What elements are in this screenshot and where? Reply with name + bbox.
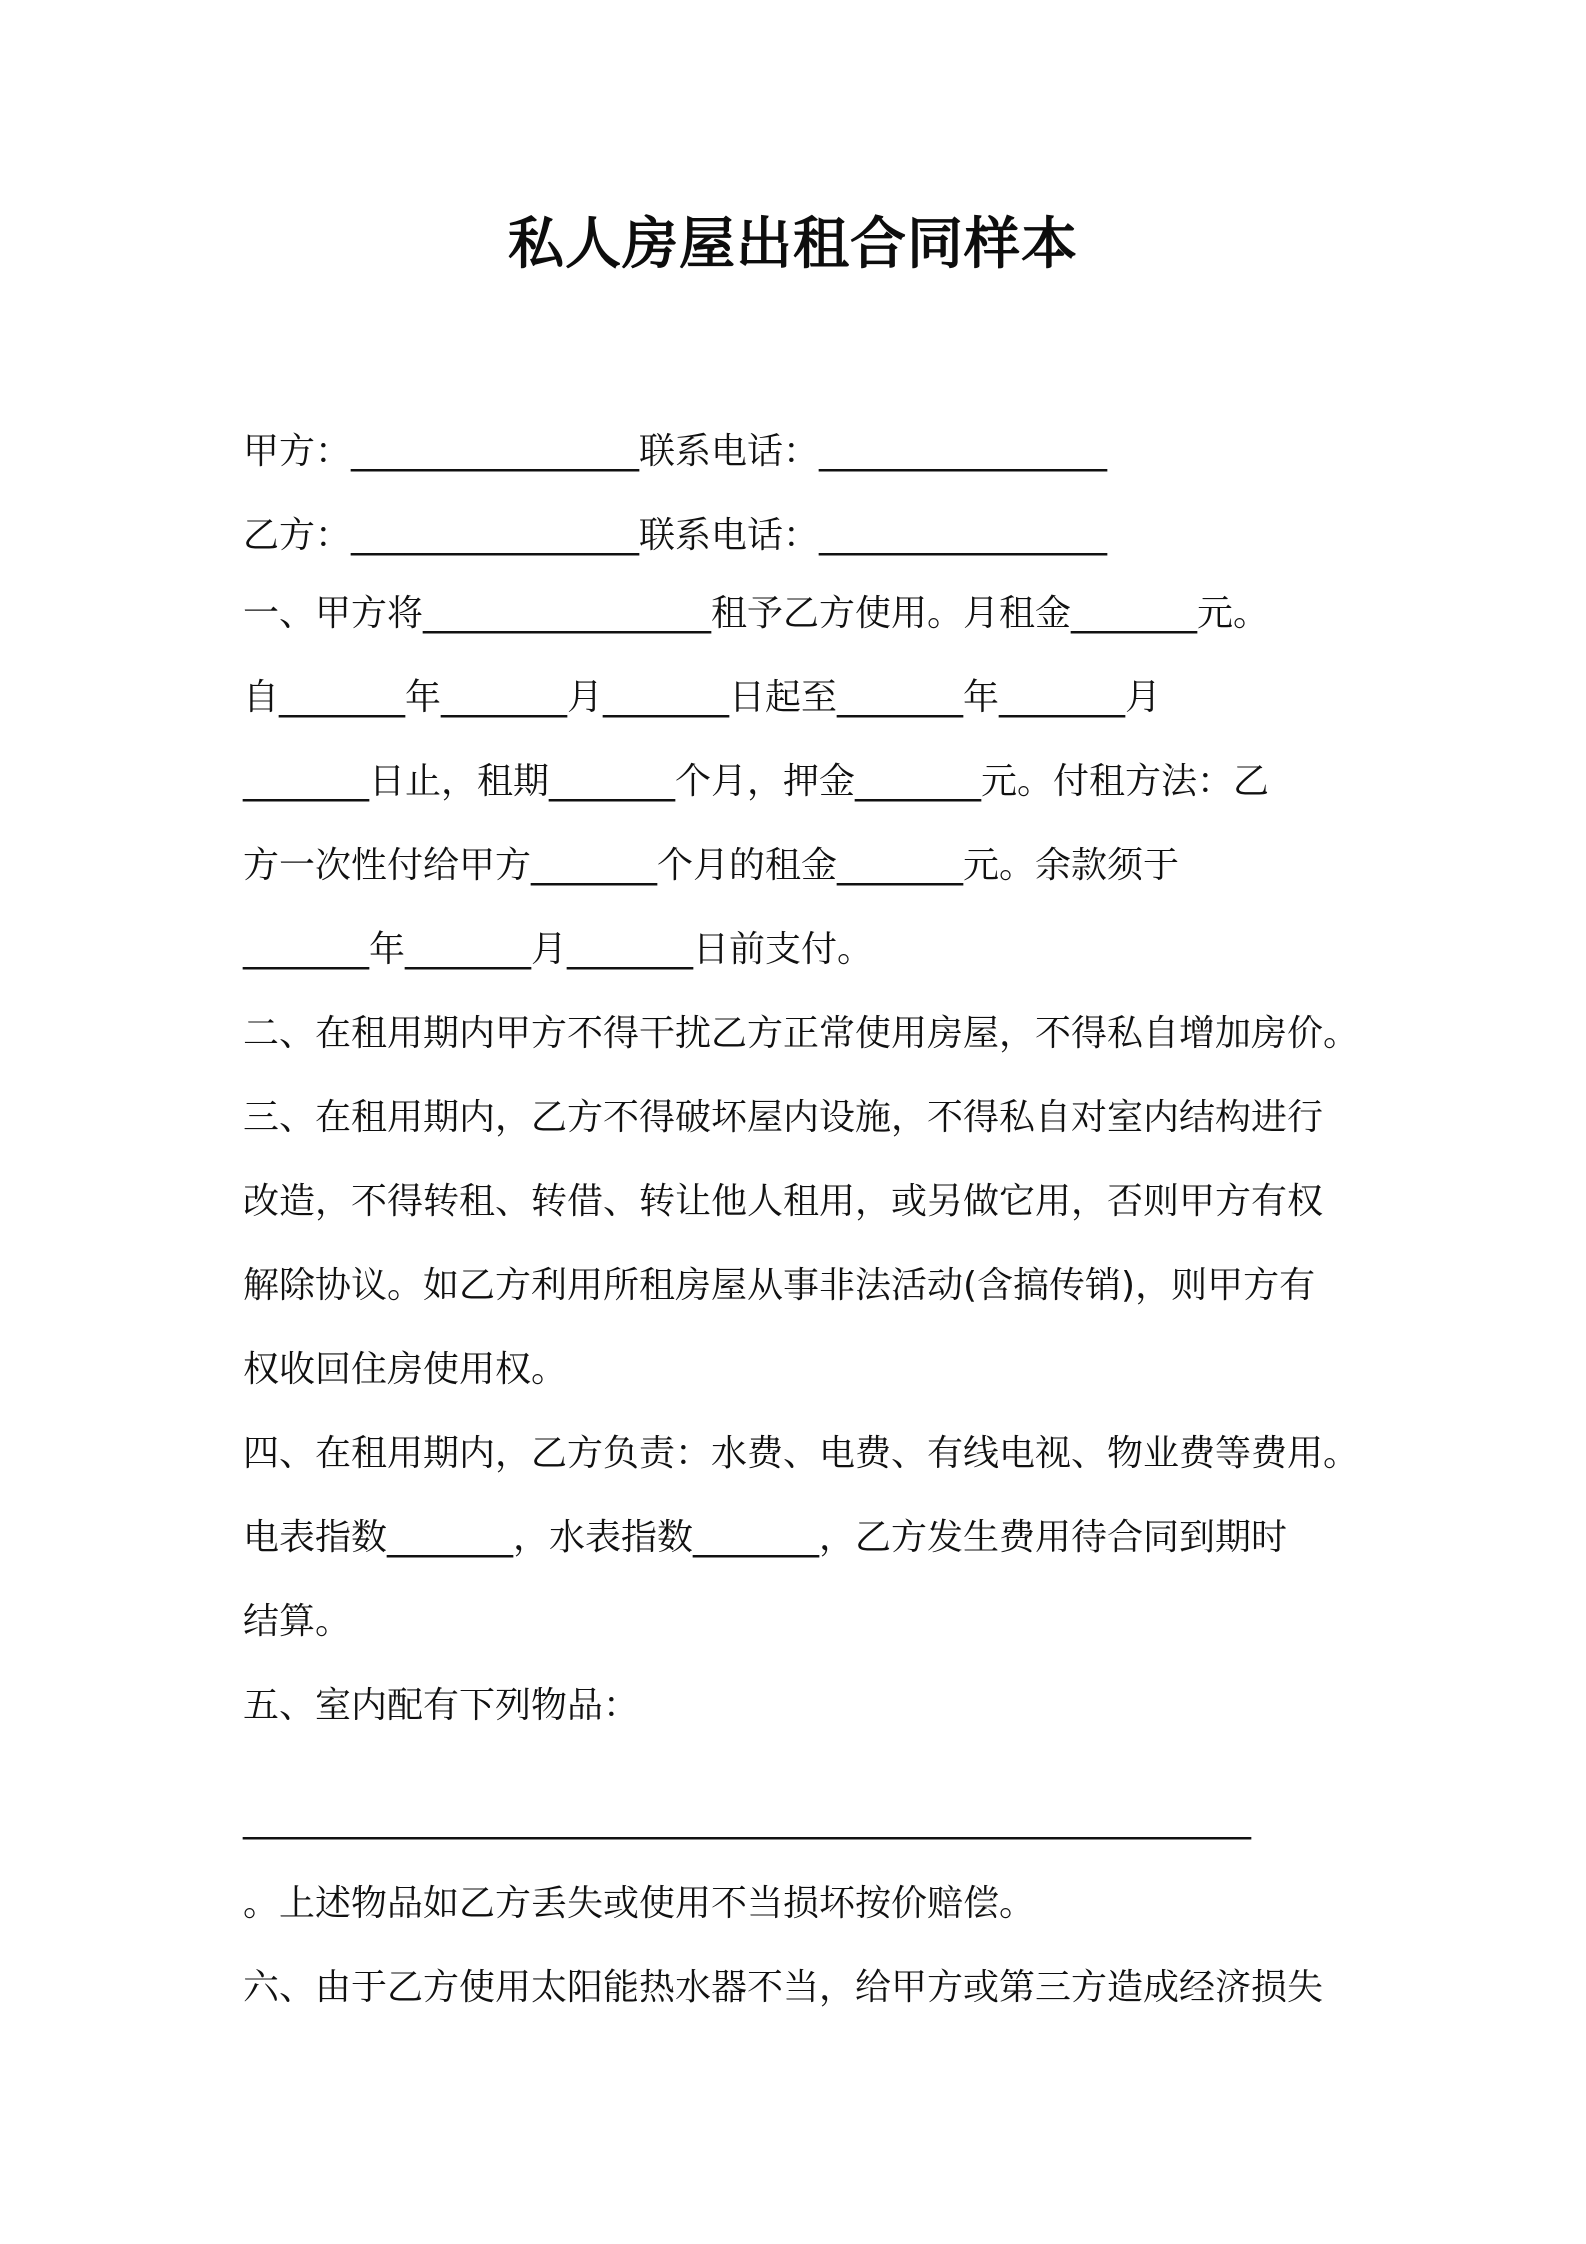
document-body bbox=[243, 410, 1358, 2030]
items-blank-rule: ________________________________________________________ bbox=[243, 1799, 1251, 1840]
party-a-line: 甲方：________________联系电话：________________ bbox=[243, 431, 1108, 472]
clause-5-line-1: 五、室内配有下列物品： bbox=[243, 1685, 640, 1726]
party-b-line: 乙方：________________联系电话：________________ bbox=[243, 515, 1108, 556]
clause-4-line-1: 四、在租用期内，乙方负责：水费、电费、有线电视、物业费等费用。 bbox=[243, 1433, 1360, 1474]
clause-3-line-4: 权收回住房使用权。 bbox=[243, 1349, 568, 1390]
clause-1-line-1: 一、甲方将________________租予乙方使用。月租金_______元。 bbox=[243, 593, 1270, 634]
clause-3-line-3: 解除协议。如乙方利用所租房屋从事非法活动(含搞传销)，则甲方有 bbox=[243, 1265, 1316, 1306]
clause-4-line-3: 结算。 bbox=[243, 1601, 352, 1642]
clause-5-line-2: 。上述物品如乙方丢失或使用不当损坏按价赔偿。 bbox=[243, 1883, 1036, 1924]
document-title: 私人房屋出租合同样本 bbox=[508, 212, 1078, 277]
clause-6-line-1: 六、由于乙方使用太阳能热水器不当，给甲方或第三方造成经济损失 bbox=[243, 1967, 1324, 2008]
clause-1-line-2: 自_______年_______月_______日起至_______年_______月 bbox=[243, 677, 1162, 718]
clause-1-line-3: _______日止，租期_______个月，押金_______元。付租方法：乙 bbox=[243, 761, 1270, 802]
clause-4-line-2: 电表指数_______，水表指数_______，乙方发生费用待合同到期时 bbox=[243, 1517, 1288, 1558]
clause-2-line-1: 二、在租用期内甲方不得干扰乙方正常使用房屋，不得私自增加房价。 bbox=[243, 1013, 1360, 1054]
clause-3-line-2: 改造，不得转租、转借、转让他人租用，或另做它用，否则甲方有权 bbox=[243, 1181, 1324, 1222]
clause-3-line-1: 三、在租用期内，乙方不得破坏屋内设施，不得私自对室内结构进行 bbox=[243, 1097, 1324, 1138]
clause-1-line-5: _______年_______月_______日前支付。 bbox=[243, 929, 874, 970]
clause-1-line-4: 方一次性付给甲方_______个月的租金_______元。余款须于 bbox=[243, 845, 1180, 886]
